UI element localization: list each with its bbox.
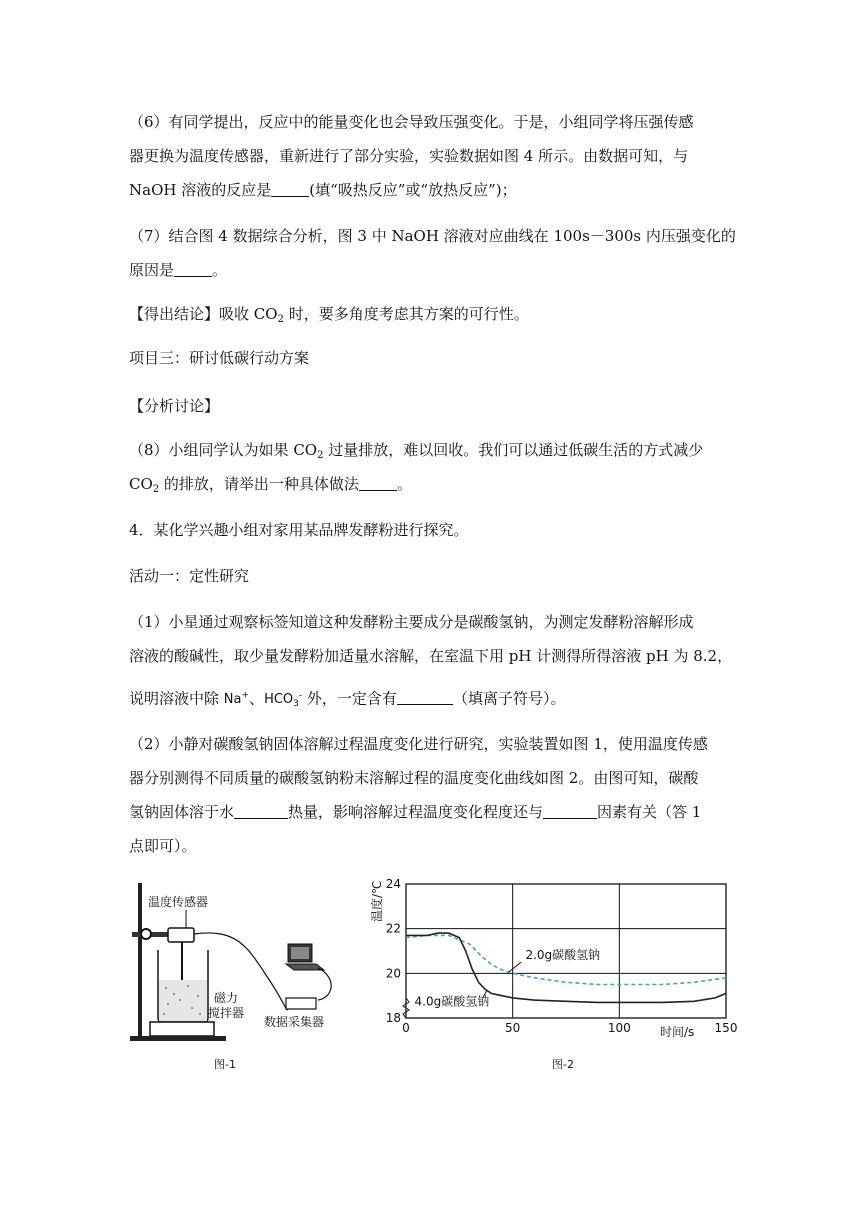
y-tick-label: 24	[385, 877, 401, 891]
figure-1-apparatus	[128, 868, 368, 1074]
p2-line-3-post: 因素有关（答 1	[597, 803, 702, 821]
p1-line-3	[129, 686, 565, 710]
data-collector	[286, 998, 316, 1009]
conclusion-head: 【得出结论】吸收 CO	[129, 305, 278, 323]
conclusion-tail: 时，要多角度考虑其方案的可行性。	[283, 305, 529, 323]
figure-2-chart	[368, 868, 740, 1074]
figure-2-caption: 图-2	[552, 1058, 574, 1071]
chart-plot-area	[369, 877, 737, 1039]
series-line-2	[406, 933, 726, 1002]
p2-line-4: 点即可）。	[129, 837, 197, 855]
series-label-4g: 4.0g碳酸氢钠	[414, 994, 490, 1009]
answer-blank	[271, 182, 309, 197]
collector-label: 数据采集器	[264, 1015, 325, 1029]
q8-line-2-mid: 的排放，请举出一种具体做法	[159, 475, 359, 493]
sodium-ion	[224, 692, 249, 707]
bicarbonate-ion-charge: -	[298, 691, 303, 701]
q6-line-2: 器更换为温度传感器，重新进行了部分实验，实验数据如图 4 所示。由数据可知，与	[129, 147, 689, 165]
p1-line-3-pre: 说明溶液中除	[129, 689, 220, 708]
answer-blank	[174, 262, 212, 277]
q8-line-1	[129, 440, 703, 460]
figure-1-caption: 图-1	[214, 1058, 236, 1071]
laptop-icon	[286, 944, 324, 970]
stand-base	[130, 1036, 226, 1041]
x-axis-label: 时间/s	[660, 1025, 695, 1039]
magnetic-stirrer	[150, 1022, 214, 1036]
q8-line-1-post: 过量排放，难以回收。我们可以通过低碳生活的方式减少	[323, 441, 704, 459]
y-tick-label: 18	[385, 1011, 401, 1025]
y-tick-label: 20	[385, 966, 401, 981]
q8-line-1-sub: 2	[317, 450, 324, 461]
p2-line-2: 器分别测得不同质量的碳酸氢钠粉末溶解过程的温度变化曲线如图 2。由图可知，碳酸	[129, 769, 699, 787]
q7-line-1: （7）结合图 4 数据综合分析，图 3 中 NaOH 溶液对应曲线在 100s－300s 内压强变化的	[129, 227, 736, 245]
answer-blank	[359, 476, 397, 491]
q6-line-1: （6）有同学提出，反应中的能量变化也会导致压强变化。于是，小组同学将压强传感	[129, 113, 694, 131]
q6-line-3	[129, 180, 517, 200]
q8-line-2-sub: 2	[152, 484, 160, 495]
ion-separator: 、	[249, 689, 265, 708]
stirrer-label-1: 磁力	[214, 991, 239, 1005]
sodium-ion-symbol: Na	[223, 692, 242, 708]
q7-line-2	[129, 260, 227, 280]
q8-line-2-pre: CO	[129, 475, 153, 493]
answer-blank	[234, 804, 288, 819]
sodium-ion-charge: +	[241, 691, 250, 701]
discuss-heading: 【分析讨论】	[129, 397, 220, 415]
usb-cable	[318, 968, 331, 1000]
q8-line-2-post: 。	[396, 475, 412, 493]
bicarbonate-ion-subscript: 3	[293, 699, 299, 710]
x-tick-label: 150	[714, 1021, 738, 1035]
q7-line-2-post: 。	[212, 261, 228, 279]
p1-line-3-mid: 外，一定含有	[306, 689, 397, 708]
p1-line-2: 溶液的酸碱性，取少量发酵粉加适量水溶解，在室温下用 pH 计测得所得溶液 pH 为 8.2，	[129, 647, 733, 665]
p1-line-3-post: （填离子符号）。	[452, 689, 566, 708]
x-tick-label: 100	[607, 1021, 631, 1035]
p2-line-3	[129, 802, 701, 822]
sensor-label: 温度传感器	[148, 895, 209, 909]
p2-line-3-pre: 氢钠固体溶于水	[129, 803, 235, 821]
y-tick-label: 22	[385, 921, 401, 936]
series-label-2g-leader	[508, 962, 521, 972]
q6-line-3-post: (填“吸热反应”或“放热反应”)；	[309, 181, 517, 199]
stirrer-label-2: 搅拌器	[208, 1006, 245, 1020]
question-4-title: 4．某化学兴趣小组对家用某品牌发酵粉进行探究。	[129, 521, 469, 539]
stand-rod	[138, 883, 142, 1038]
conclusion-line	[129, 304, 529, 324]
bicarbonate-ion	[264, 691, 303, 710]
p2-line-1: （2）小静对碳酸氢钠固体溶解过程温度变化进行研究，实验装置如图 1，使用温度传感	[129, 735, 708, 753]
p2-line-3-mid: 热量，影响溶解过程温度变化程度还与	[288, 803, 544, 821]
x-tick-label: 0	[402, 1021, 410, 1035]
clamp-screw	[141, 929, 151, 939]
answer-blank	[397, 690, 453, 705]
activity1-heading: 活动一：定性研究	[129, 567, 250, 585]
answer-blank	[543, 804, 597, 819]
bicarbonate-ion-symbol: HCO	[264, 692, 294, 708]
q6-line-3-pre: NaOH 溶液的反应是	[129, 181, 272, 199]
q7-line-2-pre: 原因是	[129, 261, 175, 279]
q8-line-2	[129, 474, 412, 494]
p1-line-1: （1）小星通过观察标签知道这种发酵粉主要成分是碳酸氢钠，为测定发酵粉溶解形成	[129, 613, 694, 631]
y-axis-label: 温度/℃	[370, 880, 384, 922]
sensor-body	[168, 928, 194, 942]
series-label-2g: 2.0g碳酸氢钠	[525, 947, 601, 962]
q8-line-1-pre: （8）小组同学认为如果 CO	[129, 441, 318, 459]
project3-heading: 项目三：研讨低碳行动方案	[129, 349, 310, 367]
x-tick-label: 50	[505, 1021, 521, 1035]
conclusion-sub: 2	[277, 314, 284, 325]
